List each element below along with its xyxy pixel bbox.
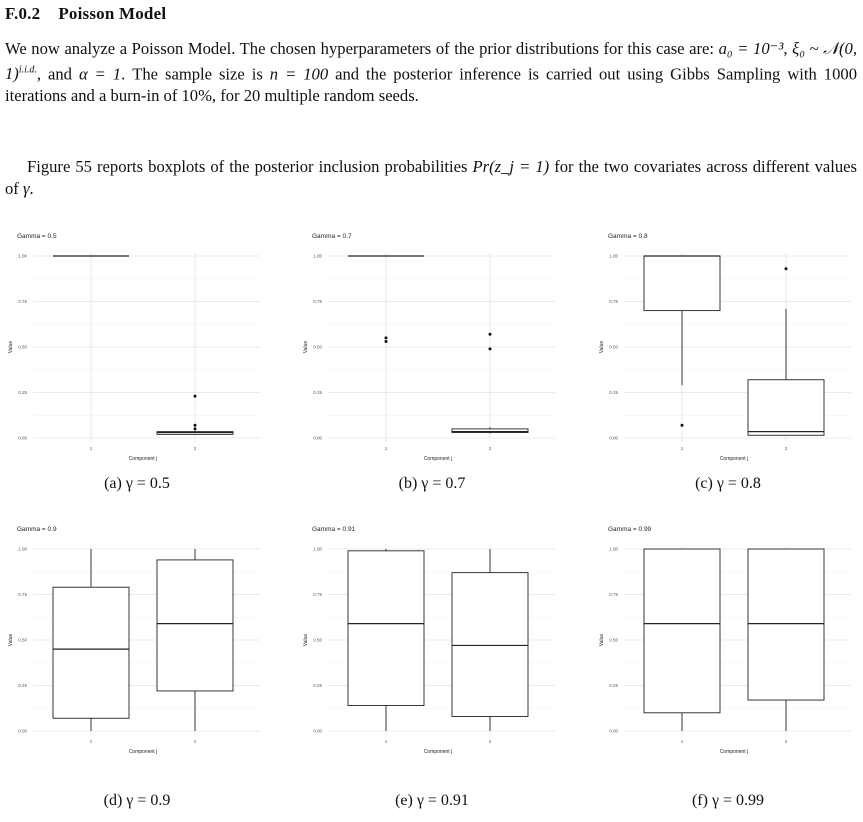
outlier-point: [194, 424, 197, 427]
p1-xi-text: ξ₀ ~ 𝒩(0, 1): [5, 39, 857, 84]
y-tick-label: 0.25: [313, 683, 322, 688]
x-tick-label: 1: [680, 446, 684, 451]
box: [748, 380, 824, 436]
box: [748, 549, 824, 700]
y-tick-label: 0.75: [609, 592, 618, 597]
y-tick-label: 0.75: [313, 299, 322, 304]
box: [348, 551, 424, 706]
y-tick-label: 0.00: [609, 435, 618, 441]
p1-text-a: We now analyze a Poisson Model. The chosen hyperparameters of the prior distributions for this case are:: [5, 39, 719, 58]
caption-e: (e) γ = 0.91: [395, 792, 469, 809]
chart-title: Gamma = 0.91: [312, 526, 356, 533]
y-tick-label: 0.50: [313, 344, 322, 350]
p1-a0: a₀ = 10⁻³: [718, 39, 784, 58]
y-tick-label: 1.00: [609, 546, 618, 552]
y-tick-label: 0.25: [609, 390, 618, 395]
chart-title: Gamma = 0.5: [17, 233, 57, 240]
x-tick-label: 1: [89, 739, 93, 744]
chart-title: Gamma = 0.7: [312, 233, 352, 240]
y-tick-label: 0.00: [18, 435, 27, 441]
y-tick-label: 0.50: [313, 637, 322, 643]
section-heading: [5, 4, 166, 24]
x-tick-label: 2: [193, 739, 197, 744]
y-tick-label: 0.75: [18, 299, 27, 304]
y-tick-label: 0.50: [18, 637, 27, 643]
y-tick-label: 0.25: [609, 683, 618, 688]
y-tick-label: 0.25: [313, 390, 322, 395]
y-tick-label: 0.25: [18, 683, 27, 688]
boxplot-d: [5, 521, 270, 761]
y-axis-label: Value: [599, 633, 605, 647]
outlier-point: [385, 340, 388, 343]
y-axis-label: Value: [8, 340, 14, 354]
y-axis-label: Value: [303, 633, 309, 647]
y-tick-label: 0.00: [313, 728, 322, 734]
boxplot-f: [596, 521, 861, 761]
box: [452, 573, 528, 717]
y-tick-label: 0.00: [18, 728, 27, 734]
p1-text-c: and the posterior inference is carried out using Gibbs Sampling with 1000 iterations and a burn-in of 10%, for 20 multiple random seeds.: [5, 64, 857, 105]
outlier-point: [489, 333, 492, 336]
y-tick-label: 0.75: [609, 299, 618, 304]
x-tick-label: 1: [680, 739, 684, 744]
outlier-point: [681, 424, 684, 427]
y-axis-label: Value: [8, 633, 14, 647]
chart-title: Gamma = 0.99: [608, 526, 652, 533]
y-tick-label: 0.75: [313, 592, 322, 597]
x-tick-label: 2: [784, 739, 788, 744]
x-tick-label: 1: [384, 739, 388, 744]
section-number: F.0.2: [5, 4, 41, 23]
p1-iid: i.i.d.: [18, 64, 37, 76]
outlier-point: [385, 336, 388, 339]
x-axis-label: Component j: [423, 749, 453, 755]
x-tick-label: 2: [488, 446, 492, 451]
y-tick-label: 1.00: [18, 253, 27, 259]
p2-pr: Pr(z_j = 1): [472, 157, 550, 176]
x-axis-label: Component j: [719, 749, 749, 755]
box: [644, 256, 720, 311]
y-tick-label: 0.50: [609, 344, 618, 350]
p1-n: n = 100: [269, 64, 329, 84]
outlier-point: [194, 427, 197, 430]
box: [157, 560, 233, 691]
x-tick-label: 1: [89, 446, 93, 451]
section-title: Poisson Model: [58, 4, 167, 23]
x-tick-label: 2: [488, 739, 492, 744]
y-tick-label: 1.00: [313, 253, 322, 259]
p2-text-a: Figure 55 reports boxplots of the posterior inclusion probabilities: [27, 157, 473, 176]
box: [53, 587, 129, 718]
boxplot-b: [300, 228, 565, 468]
x-axis-label: Component j: [719, 456, 749, 462]
caption-b: (b) γ = 0.7: [398, 475, 466, 492]
y-tick-label: 0.50: [18, 344, 27, 350]
x-axis-label: Component j: [128, 749, 158, 755]
p2-gamma: γ: [22, 178, 30, 198]
p2-text-c: .: [29, 178, 34, 198]
p2-text-b: for the two covariates across different values of: [5, 157, 857, 198]
y-tick-label: 0.75: [18, 592, 27, 597]
boxplot-c: [596, 228, 861, 468]
boxplot-a: [5, 228, 270, 468]
x-tick-label: 2: [193, 446, 197, 451]
y-tick-label: 0.25: [18, 390, 27, 395]
caption-c: (c) γ = 0.8: [695, 475, 761, 492]
p1-text-b: . The sample size is: [121, 64, 270, 84]
y-tick-label: 0.00: [609, 728, 618, 734]
chart-title: Gamma = 0.9: [17, 526, 57, 533]
x-axis-label: Component j: [423, 456, 453, 462]
box: [644, 549, 720, 713]
x-tick-label: 2: [784, 446, 788, 451]
outlier-point: [785, 267, 788, 270]
caption-f: (f) γ = 0.99: [691, 792, 765, 809]
y-tick-label: 1.00: [609, 253, 618, 259]
y-tick-label: 1.00: [18, 546, 27, 552]
outlier-point: [194, 395, 197, 398]
x-axis-label: Component j: [128, 456, 158, 462]
x-tick-label: 1: [384, 446, 388, 451]
boxplot-e: [300, 521, 565, 761]
y-tick-label: 0.00: [313, 435, 322, 441]
y-axis-label: Value: [303, 340, 309, 354]
y-tick-label: 0.50: [609, 637, 618, 643]
y-tick-label: 1.00: [313, 546, 322, 552]
outlier-point: [489, 347, 492, 350]
paragraph-1: We now analyze a Poisson Model. The chosen hyperparameters of the prior distributions for this case are: a₀ = 10⁻³, ξ₀ ~ 𝒩(0, 1)$^{i.i.d.}$, and α = 1. The sample size is n = 100 and the posterior inference is carried out using Gibbs Sampling with 1000 iterations and a burn-in of 10%, for 20 multiple random seeds.: [5, 39, 857, 105]
chart-title: Gamma = 0.8: [608, 233, 648, 240]
p1-alpha: α = 1: [78, 64, 122, 84]
paragraph-2: [5, 156, 857, 199]
y-axis-label: Value: [599, 340, 605, 354]
caption-a: (a) γ = 0.5: [104, 475, 170, 492]
caption-d: (d) γ = 0.9: [103, 792, 171, 809]
